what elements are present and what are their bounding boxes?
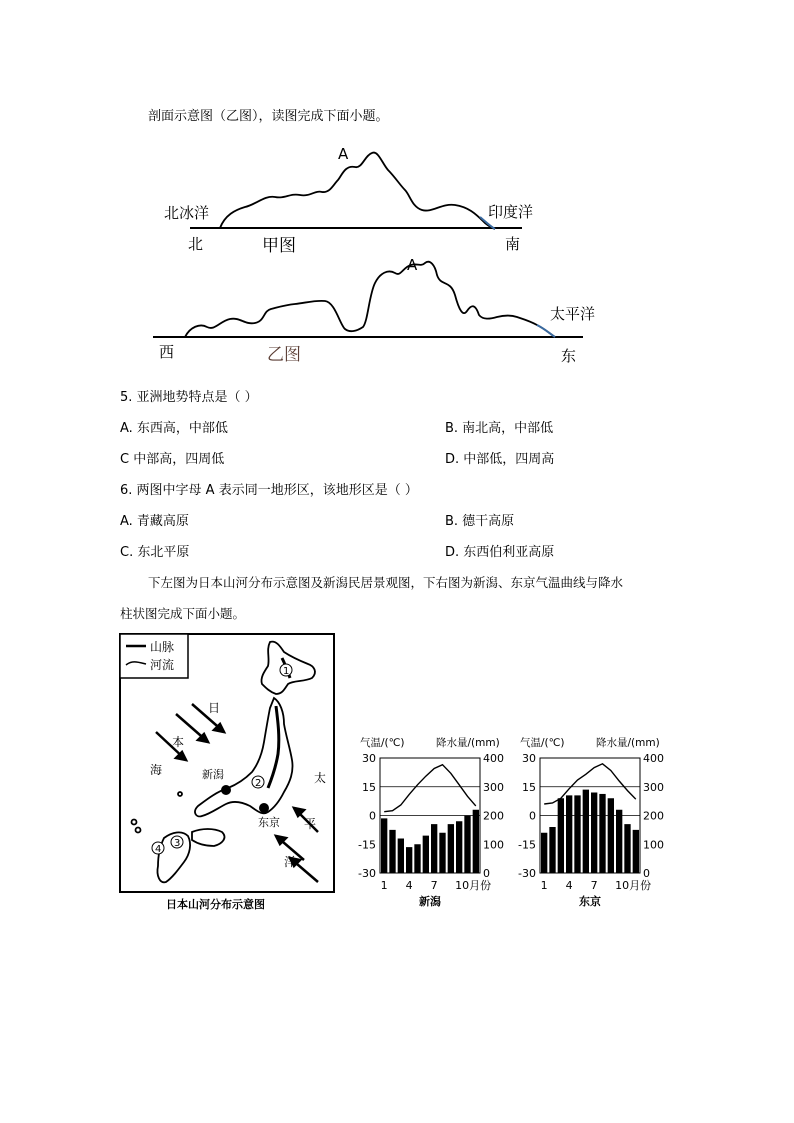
legend-mountain-label: 山脉	[150, 640, 175, 654]
niigata-label: 新潟	[202, 768, 224, 781]
profile-jia	[150, 135, 560, 265]
chart1-precip-bar	[406, 847, 412, 873]
chart2-precip-bar	[599, 794, 605, 873]
svg-text:2: 2	[255, 778, 262, 789]
profile-yi-curve	[185, 262, 555, 337]
chart2-precip-bar	[591, 793, 597, 874]
profile-jia-caption: 甲图	[262, 236, 296, 256]
chart2-precip-bar	[624, 824, 630, 873]
chart1-x-tick: 7	[430, 879, 438, 892]
chart1-precip-bar	[464, 816, 470, 874]
chart2-x-tick: 4	[565, 879, 573, 892]
profile-jia-left-dir: 北	[188, 235, 204, 253]
chart2-precip-bar	[616, 810, 622, 873]
sea-char-2: 本	[172, 735, 185, 749]
profile-yi-right-dir: 东	[561, 347, 577, 365]
chart2-title: 东京	[579, 895, 601, 908]
chart2-precip-bar	[566, 795, 572, 873]
chart2-precip-bar	[608, 798, 614, 873]
chart2-temp-tick: 30	[522, 752, 536, 765]
q6-option-b[interactable]: B. 德干高原	[445, 514, 515, 529]
tokyo-dot	[259, 803, 269, 813]
sea-char-1: 日	[208, 701, 221, 715]
chart2-precip-tick: 0	[643, 867, 650, 880]
profile-yi-left-dir: 西	[159, 343, 175, 361]
chart2-ylabel-left: 气温/(℃)	[520, 737, 565, 749]
profile-jia-peak-label: A	[338, 145, 349, 163]
chart1-precip-bar	[431, 824, 437, 873]
chart1-ylabel-left: 气温/(℃)	[360, 737, 405, 749]
q5-option-a[interactable]: A. 东西高，中部低	[120, 421, 228, 436]
chart1-precip-bar	[473, 810, 479, 873]
chart1-precip-bar	[423, 836, 429, 873]
chart2-temp-tick: 15	[522, 780, 536, 794]
chart1-precip-tick: 0	[483, 867, 490, 880]
profile-jia-left-ocean: 北冰洋	[164, 204, 210, 222]
profile-yi-right-ocean: 太平洋	[550, 305, 596, 323]
q6-option-d[interactable]: D. 东西伯利亚高原	[445, 545, 555, 560]
profile-jia-right-ocean: 印度洋	[488, 203, 534, 221]
chart1-precip-tick: 300	[483, 780, 504, 794]
chart1-x-tick: 4	[405, 879, 413, 892]
chart2-precip-tick: 200	[643, 809, 664, 823]
chart1-temp-line	[384, 765, 476, 812]
chart2-precip-tick: 100	[643, 838, 664, 852]
ocean-char-2: 平	[304, 817, 317, 831]
chart1-temp-tick: -15	[358, 838, 376, 852]
chart1-temp-tick: 0	[369, 809, 376, 823]
svg-text:3: 3	[174, 838, 181, 849]
q5-option-d[interactable]: D. 中部低，四周高	[445, 452, 555, 467]
chart1-precip-bar	[439, 833, 445, 873]
q5-stem: 5. 亚洲地势特点是（ ）	[120, 390, 258, 405]
chart2-x-tick: 7	[590, 879, 598, 892]
chart1-precip-bar	[389, 830, 395, 873]
chart1-ylabel-right: 降水量/(mm)	[436, 737, 500, 749]
svg-text:4: 4	[155, 844, 162, 855]
profile-yi	[145, 255, 625, 375]
profile-yi-caption: 乙图	[267, 345, 301, 365]
chart1-precip-bar	[448, 824, 454, 873]
chart1-x-tick: 1	[380, 879, 388, 892]
profile-jia-right-dir: 南	[505, 235, 521, 253]
ocean-char-1: 太	[314, 771, 327, 785]
chart1-precip-bar	[414, 844, 420, 873]
chart1-title: 新潟	[419, 895, 441, 908]
legend-river-label: 河流	[150, 658, 175, 672]
ocean-char-3: 洋	[284, 855, 297, 869]
climate-charts	[350, 732, 690, 914]
q5-option-c[interactable]: C 中部高，四周低	[120, 452, 225, 467]
chart1-precip-tick: 400	[483, 752, 504, 765]
q5-option-b[interactable]: B. 南北高，中部低	[445, 421, 554, 436]
chart1-temp-tick: 30	[362, 752, 376, 765]
profile-yi-sea-segment	[537, 325, 555, 337]
chart2-temp-tick: -30	[518, 867, 536, 880]
chart1-temp-tick: -30	[358, 867, 376, 880]
chart2-precip-bar	[633, 830, 639, 873]
chart2-precip-bar	[574, 795, 580, 873]
intro2-line1: 下左图为日本山河分布示意图及新潟民居景观图，下右图为新潟、东京气温曲线与降水	[148, 575, 624, 590]
intro-text: 剖面示意图（乙图），读图完成下面小题。	[148, 109, 389, 124]
q6-stem: 6. 两图中字母 A 表示同一地形区，该地形区是（ ）	[120, 483, 418, 498]
chart2-temp-tick: -15	[518, 838, 536, 852]
chart1-precip-tick: 200	[483, 809, 504, 823]
profile-jia-curve	[220, 153, 495, 229]
profile-yi-peak-label: A	[407, 256, 418, 274]
chart1-precip-tick: 100	[483, 838, 504, 852]
japan-map	[118, 632, 340, 914]
chart1-precip-bar	[398, 839, 404, 874]
chart2-precip-bar	[558, 798, 564, 873]
chart2-temp-line	[544, 764, 636, 804]
chart2-precip-tick: 300	[643, 780, 664, 794]
tokyo-label: 东京	[258, 816, 280, 829]
q6-option-c[interactable]: C. 东北平原	[120, 545, 190, 560]
chart1-temp-tick: 15	[362, 780, 376, 794]
chart1-precip-bar	[456, 821, 462, 873]
japan-map-caption: 日本山河分布示意图	[166, 898, 265, 911]
chart2-precip-bar	[549, 827, 555, 873]
chart2-ylabel-right: 降水量/(mm)	[596, 737, 660, 749]
chart1-precip-bar	[381, 818, 387, 873]
sea-char-3: 海	[150, 763, 163, 777]
niigata-dot	[221, 785, 231, 795]
svg-text:1: 1	[283, 666, 290, 677]
q6-option-a[interactable]: A. 青藏高原	[120, 514, 189, 529]
chart2-precip-bar	[541, 833, 547, 873]
intro2-line2: 柱状图完成下面小题。	[120, 606, 246, 621]
chart2-precip-tick: 400	[643, 752, 664, 765]
chart1-x-tick: 10月份	[455, 879, 492, 892]
chart2-x-tick: 1	[540, 879, 548, 892]
chart2-temp-tick: 0	[529, 809, 536, 823]
chart2-x-tick: 10月份	[615, 879, 652, 892]
chart2-precip-bar	[583, 790, 589, 873]
